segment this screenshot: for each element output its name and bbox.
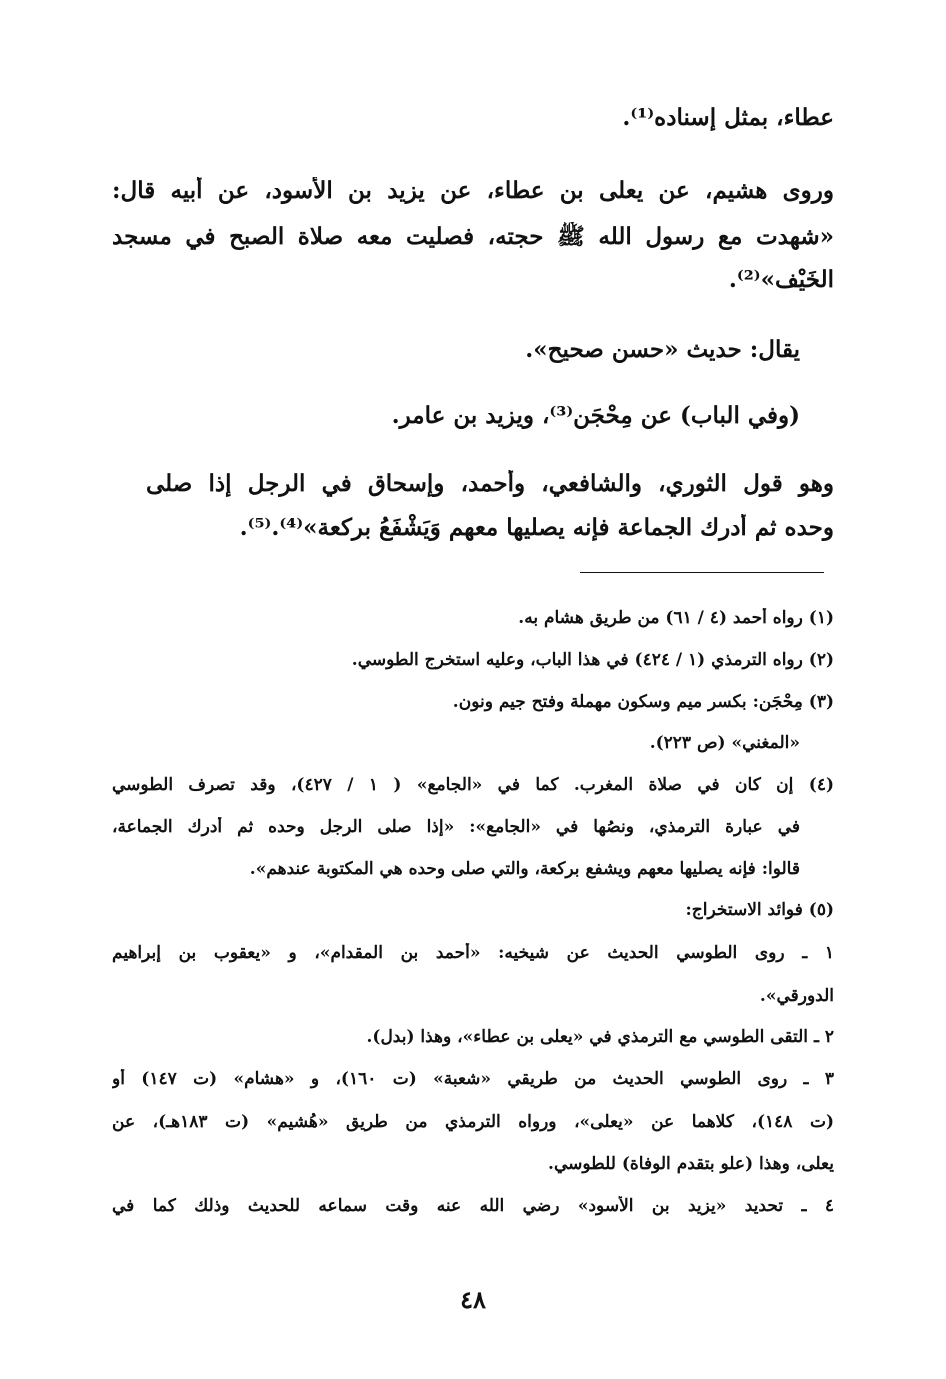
main-text-line: وهو قول الثوري، والشافعي، وأحمد، وإسحاق في الرجل إذا صلى [146, 470, 834, 497]
main-text-line: «شهدت مع رسول الله ﷺ حجته، فصليت معه صلاة الصبح في مسجد [112, 223, 834, 250]
footnote-line: (٤) إن كان في صلاة المغرب. كما في «الجامع» ( ١ / ٤٢٧)، وقد تصرف الطوسي [112, 775, 834, 795]
footnote-line: في عبارة الترمذي، ونصُها في «الجامع»: «إذا صلى الرجل وحده ثم أدرك الجماعة، [112, 817, 800, 837]
footnote-line: (٢) رواه الترمذي (١ / ٤٢٤) في هذا الباب، وعليه استخرج الطوسي. [351, 650, 834, 670]
page-number: ٤٨ [460, 1285, 486, 1314]
footnote-line: (١) رواه أحمد (٤ / ٦١) من طريق هشام به. [518, 608, 834, 628]
footnote-heading: (٥) فوائد الاستخراج: [685, 900, 834, 920]
footnote-line: (٣) مِحْجَن: بكسر ميم وسكون مهملة وفتح جيم ونون. [452, 692, 834, 712]
footnote-line: ٣ ـ روى الطوسي الحديث من طريقي «شعبة» (ت ١٦٠)، و «هشام» (ت ١٤٧) أو [112, 1069, 834, 1089]
footnote-line: «المغني» (ص ٢٢٣). [649, 733, 800, 753]
main-text-line: عطاء، بمثل إسناده⁽¹⁾. [622, 104, 834, 131]
footnote-line: الدورقي». [759, 986, 834, 1006]
footnote-line: ٢ ـ التقى الطوسي مع الترمذي في «يعلى بن عطاء»، وهذا (بدل). [366, 1027, 834, 1047]
main-text-line: وحده ثم أدرك الجماعة فإنه يصليها معهم وَيَشْفَعُ بركعة»⁽⁴⁾.⁽⁵⁾. [239, 514, 834, 541]
main-text-line: (وفي الباب) عن مِحْجَن⁽³⁾، ويزيد بن عامر. [391, 402, 800, 429]
footnote-separator [580, 572, 824, 573]
footnote-line: ١ ـ روى الطوسي الحديث عن شيخيه: «أحمد بن المقدام»، و «يعقوب بن إبراهيم [112, 943, 834, 963]
footnote-line: يعلى، وهذا (علو بتقدم الوفاة) للطوسي. [548, 1154, 834, 1174]
main-text-line: الخَيْف»⁽²⁾. [728, 266, 834, 293]
footnote-line: (ت ١٤٨)، كلاهما عن «يعلى»، ورواه الترمذي من طريق «هُشيم» (ت ١٨٣هـ)، عن [112, 1112, 834, 1132]
footnote-line: قالوا: فإنه يصليها معهم ويشفع بركعة، والتي صلى وحده هي المكتوبة عندهم». [249, 859, 800, 879]
main-text-line: وروى هشيم، عن يعلى بن عطاء، عن يزيد بن الأسود، عن أبيه قال: [112, 177, 834, 204]
main-text-line: يقال: حديث «حسن صحيح». [525, 336, 800, 363]
footnote-line: ٤ ـ تحديد «يزيد بن الأسود» رضي الله عنه وقت سماعه للحديث وذلك كما في [112, 1196, 834, 1216]
